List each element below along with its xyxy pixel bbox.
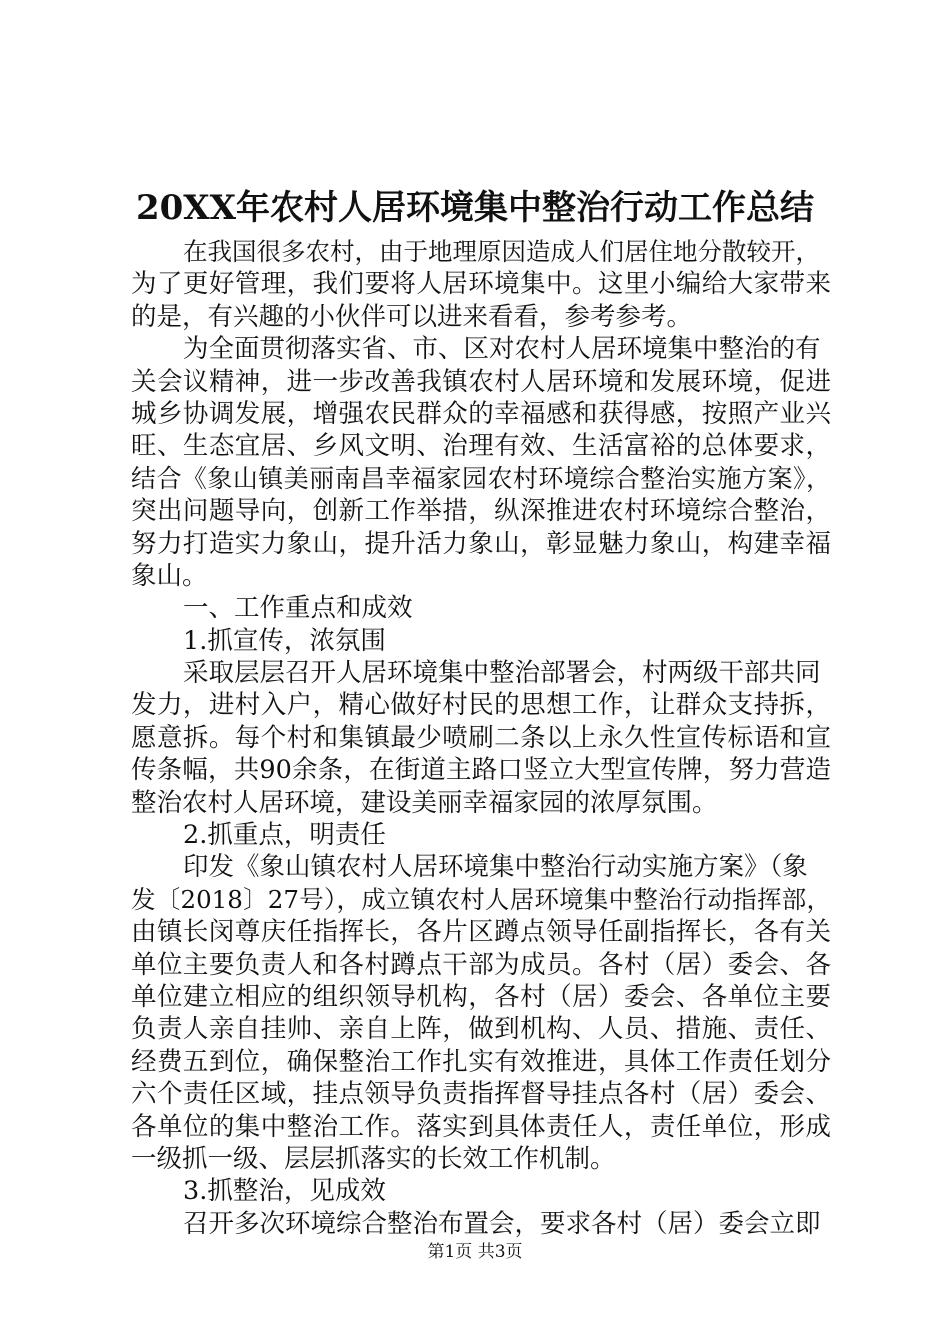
subsection-heading: 1.抓宣传，浓氛围 bbox=[183, 625, 386, 656]
paragraph-line: 象山。 bbox=[131, 560, 208, 591]
paragraph-line: 突出问题导向，创新工作举措，纵深推进农村环境综合整治， bbox=[131, 496, 831, 527]
page-number-footer: 第1页 共3页 bbox=[427, 1242, 523, 1262]
paragraph-line: 一级抓一级、层层抓落实的长效工作机制。 bbox=[131, 1143, 616, 1174]
paragraph-line: 单位建立相应的组织领导机构，各村（居）委会、各单位主要 bbox=[131, 981, 831, 1012]
paragraph-line: 整治农村人居环境，建设美丽幸福家园的浓厚氛围。 bbox=[131, 787, 718, 818]
paragraph-line: 为全面贯彻落实省、市、区对农村人居环境集中整治的有 bbox=[183, 334, 821, 365]
document-body bbox=[131, 236, 831, 1240]
document-title: 20XX年农村人居环境集中整治行动工作总结 bbox=[135, 188, 815, 228]
subsection-heading: 3.抓整治，见成效 bbox=[183, 1176, 386, 1207]
paragraph-line: 经费五到位，确保整治工作扎实有效推进，具体工作责任划分 bbox=[131, 1046, 831, 1077]
paragraph-line: 召开多次环境综合整治布置会，要求各村（居）委会立即 bbox=[183, 1208, 821, 1239]
paragraph-line: 传条幅，共90余条，在街道主路口竖立大型宣传牌，努力营造 bbox=[131, 755, 831, 786]
paragraph-line: 印发《象山镇农村人居环境集中整治行动实施方案》（象 bbox=[183, 852, 808, 883]
paragraph-line: 结合《象山镇美丽南昌幸福家园农村环境综合整治实施方案》， bbox=[131, 463, 831, 493]
paragraph-line: 为了更好管理，我们要将人居环境集中。这里小编给大家带来 bbox=[131, 269, 831, 300]
paragraph-line: 发力，进村入户，精心做好村民的思想工作，让群众支持拆， bbox=[131, 690, 831, 721]
paragraph-line: 负责人亲自挂帅、亲自上阵，做到机构、人员、措施、责任、 bbox=[131, 1014, 831, 1045]
paragraph-line: 发〔2018〕27号），成立镇农村人居环境集中整治行动指挥部， bbox=[131, 884, 831, 914]
paragraph-line: 在我国很多农村，由于地理原因造成人们居住地分散较开， bbox=[183, 237, 820, 266]
paragraph-line: 单位主要负责人和各村蹲点干部为成员。各村（居）委会、各 bbox=[131, 949, 831, 980]
paragraph-line: 旺、生态宜居、乡风文明、治理有效、生活富裕的总体要求， bbox=[131, 431, 831, 462]
paragraph-line: 六个责任区域，挂点领导负责指挥督导挂点各村（居）委会、 bbox=[131, 1079, 831, 1110]
paragraph-line: 关会议精神，进一步改善我镇农村人居环境和发展环境，促进 bbox=[131, 366, 831, 397]
paragraph-line: 城乡协调发展，增强农民群众的幸福感和获得感，按照产业兴 bbox=[131, 398, 831, 429]
section-heading: 一、工作重点和成效 bbox=[183, 593, 413, 624]
paragraph-line: 各单位的集中整治工作。落实到具体责任人，责任单位，形成 bbox=[131, 1111, 831, 1142]
paragraph-line: 由镇长闵尊庆任指挥长，各片区蹲点领导任副指挥长，各有关 bbox=[131, 917, 831, 948]
subsection-heading: 2.抓重点，明责任 bbox=[183, 820, 386, 851]
paragraph-line: 采取层层召开人居环境集中整治部署会，村两级干部共同 bbox=[183, 658, 821, 689]
paragraph-line: 的是，有兴趣的小伙伴可以进来看看，参考参考。 bbox=[131, 301, 693, 332]
paragraph-line: 愿意拆。每个村和集镇最少喷刷二条以上永久性宣传标语和宣 bbox=[131, 722, 831, 753]
paragraph-line: 努力打造实力象山，提升活力象山，彰显魅力象山，构建幸福 bbox=[131, 528, 831, 559]
